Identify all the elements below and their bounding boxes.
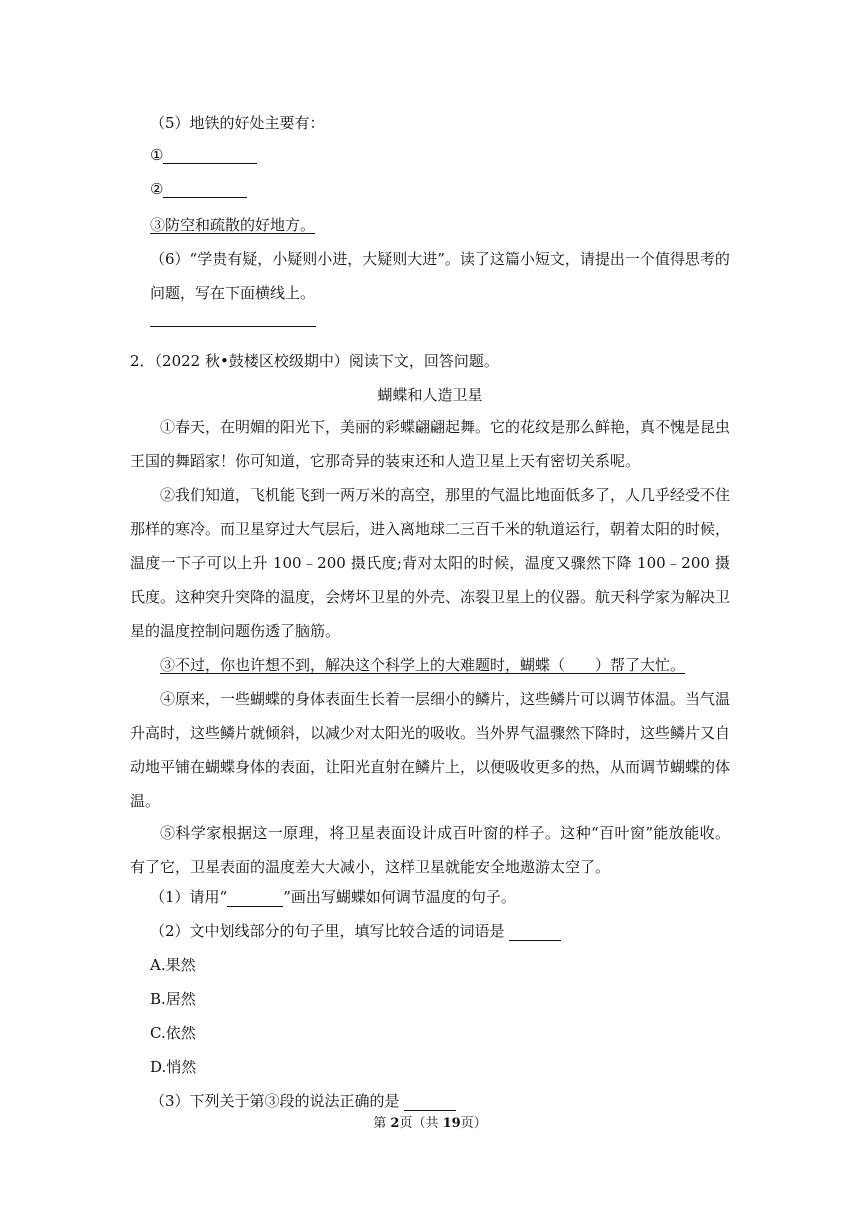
paragraph-3	[130, 648, 730, 682]
option-a[interactable]: A.果然	[150, 956, 196, 974]
sub-question-1-end: ”画出写蝴蝶如何调节温度的句子。	[283, 888, 516, 906]
footer-middle: 页（共	[399, 1116, 443, 1131]
question-2-heading: 2．（2022 秋•鼓楼区校级期中）阅读下文，回答问题。	[130, 352, 499, 370]
paragraph-1: ①春天，在明媚的阳光下，美丽的彩蝶翩翩起舞。它的花纹是那么鲜艳，真不愧是昆虫王国的舞蹈家！你可知道，它那奇异的装束还和人造卫星上天有密切关系呢。	[130, 418, 731, 470]
option-c[interactable]: C.依然	[150, 1024, 196, 1042]
passage-title: 蝴蝶和人造卫星	[377, 386, 483, 404]
answer-line-1	[150, 146, 257, 164]
answer-blank-1[interactable]	[163, 147, 257, 164]
answer-line-2	[150, 180, 247, 198]
question-5: （5）地铁的好处主要有：	[150, 114, 325, 132]
answer-blank-2[interactable]	[163, 181, 247, 198]
answer-line-3: ③防空和疏散的好地方。	[150, 216, 316, 234]
answer-blank-6[interactable]	[150, 326, 316, 327]
footer-prefix: 第	[373, 1116, 391, 1131]
sub-question-1	[150, 886, 516, 907]
item-number-2: ②	[150, 180, 164, 198]
option-b[interactable]: B.居然	[150, 990, 196, 1008]
paragraph-2: ②我们知道，飞机能飞到一两万米的高空，那里的气温比地面低多了，人几乎经受不住那样的寒冷。而卫星穿过大气层后，进入离地球二三百千米的轨道运行，朝着太阳的时候，温度一下子可以上升 100﹣200 摄氏度;背对太阳的时候，温度又骤然下降 100﹣200 摄氏度。这种突升突降的温度，会烤坏卫星的外壳、冻裂卫星上的仪器。航天科学家为解决卫星的温度控制问题伤透了脑筋。	[130, 486, 731, 640]
footer-total-pages: 19	[442, 1116, 461, 1131]
sub-question-3-text: （3）下列关于第③段的说法正确的是	[150, 1092, 405, 1110]
paragraph-4: ④原来，一些蝴蝶的身体表面生长着一层细小的鳞片，这些鳞片可以调节体温。当气温升高时，这些鳞片就倾斜，以减少对太阳光的吸收。当外界气温骤然下降时，这些鳞片又自动地平铺在蝴蝶身体的表面，让阳光直射在鳞片上，以便吸收更多的热，从而调节蝴蝶的体温。	[130, 690, 731, 810]
paragraph-5: ⑤科学家根据这一原理，将卫星表面设计成百叶窗的样子。这种“百叶窗”能放能收。有了它，卫星表面的温度差大大减小，这样卫星就能安全地遨游太空了。	[130, 824, 730, 876]
underlined-sentence: ③不过，你也许想不到，解决这个科学上的大难题时，蝴蝶（ ）帮了大忙。	[160, 656, 686, 674]
answer-blank-sub3[interactable]	[404, 1094, 456, 1111]
sub-question-1-start: （1）请用“	[150, 888, 228, 906]
sub-question-2-text: （2）文中划线部分的句子里，填写比较合适的词语是	[150, 922, 510, 940]
item-number-1: ①	[150, 146, 164, 164]
option-d[interactable]: D.悄然	[150, 1058, 197, 1076]
footer-suffix: 页）	[460, 1116, 487, 1131]
answer-blank-sub2[interactable]	[509, 924, 561, 941]
question-6-line-2: 问题，写在下面横线上。	[150, 284, 316, 302]
footer-page-number: 2	[390, 1116, 400, 1131]
page-footer	[0, 1112, 860, 1131]
sub-question-3	[150, 1090, 456, 1111]
question-6-line-1: （6）“学贵有疑，小疑则小进，大疑则大进”。读了这篇小短文，请提出一个值得思考的	[150, 250, 730, 268]
underline-sample	[227, 890, 283, 907]
sub-question-2	[150, 920, 561, 941]
